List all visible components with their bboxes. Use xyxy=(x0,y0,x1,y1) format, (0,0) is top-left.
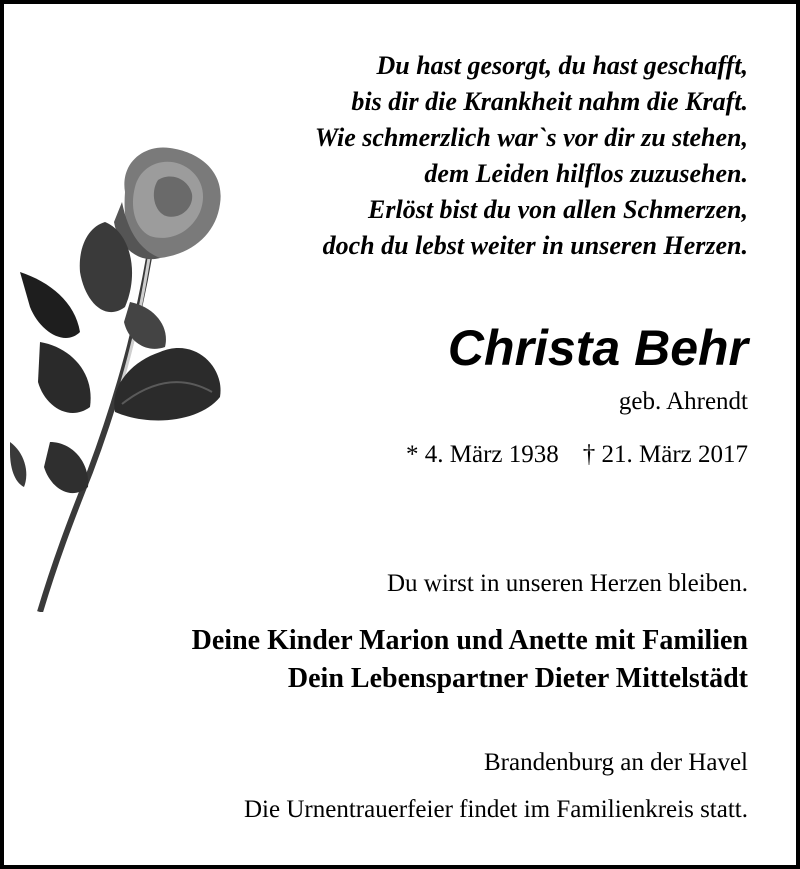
poem-line: bis dir die Krankheit nahm die Kraft. xyxy=(351,87,748,116)
rose-icon xyxy=(10,142,240,612)
maiden-name: geb. Ahrendt xyxy=(618,388,748,415)
death-date: † 21. März 2017 xyxy=(582,441,748,468)
family-signature xyxy=(192,622,748,698)
poem-line: doch du lebst weiter in unseren Herzen. xyxy=(322,231,748,260)
family-line: Deine Kinder Marion und Anette mit Familien xyxy=(191,625,748,656)
poem-line: Wie schmerzlich war`s vor dir zu stehen, xyxy=(314,123,748,152)
life-dates xyxy=(406,441,748,469)
family-line: Dein Lebenspartner Dieter Mittelstädt xyxy=(287,663,748,694)
deceased-name: Christa Behr xyxy=(447,320,748,376)
ceremony-text: Die Urnentrauerfeier findet im Familienkreis statt. xyxy=(244,796,748,823)
poem-line: Du hast gesorgt, du hast geschafft, xyxy=(376,51,748,80)
poem-line: Erlöst bist du von allen Schmerzen, xyxy=(368,195,748,224)
poem xyxy=(315,48,748,264)
birth-date: * 4. März 1938 xyxy=(406,441,559,468)
farewell-text: Du wirst in unseren Herzen bleiben. xyxy=(387,570,748,597)
place-text: Brandenburg an der Havel xyxy=(483,749,748,776)
poem-line: dem Leiden hilflos zuzusehen. xyxy=(424,159,748,188)
